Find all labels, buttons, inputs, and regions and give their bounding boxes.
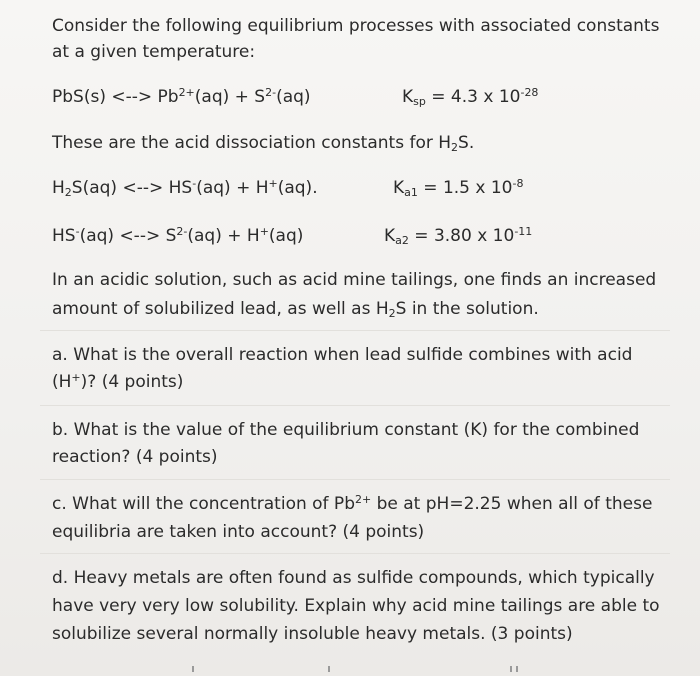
question-c-line-1 xyxy=(52,492,652,516)
eq2-suffix: (aq). xyxy=(277,178,318,198)
ka1-constant xyxy=(393,176,523,200)
eq1-s-charge: 2- xyxy=(265,86,277,99)
acid-intro-text: These are the acid dissociation constants for H xyxy=(52,133,452,153)
ka1-value: = 1.5 x 10 xyxy=(417,178,513,198)
eq1-suffix: (aq) xyxy=(276,87,311,107)
eq-pbs-dissolution xyxy=(52,85,311,109)
acid-intro-sub: 2 xyxy=(451,141,459,154)
eq1-mid: (aq) + S xyxy=(194,87,266,107)
acid-intro xyxy=(52,131,474,155)
context-line-2-prefix: amount of solubilized lead, as well as H xyxy=(52,299,389,319)
cropped-text-fragment xyxy=(40,664,660,672)
ka2-constant xyxy=(384,224,532,248)
eq3-s-charge: 2- xyxy=(176,225,188,238)
question-d-line-3: solubilize several normally insoluble heavy metals. (3 points) xyxy=(52,624,573,644)
intro-line-2: at a given temperature: xyxy=(52,42,256,62)
ksp-exp: -28 xyxy=(520,86,539,99)
eq2-h-sub: 2 xyxy=(64,186,72,199)
eq2-hs-charge: - xyxy=(192,177,197,190)
eq3-hs: HS xyxy=(52,226,76,246)
question-a-line-1: a. What is the overall reaction when lead sulfide combines with acid xyxy=(52,345,633,365)
eq1-pb-charge: 2+ xyxy=(178,86,195,99)
context-line-1: In an acidic solution, such as acid mine tailings, one finds an increased xyxy=(52,270,657,290)
context-line-2-sub: 2 xyxy=(388,307,396,320)
ka1-sub: a1 xyxy=(404,186,418,199)
context-line-2 xyxy=(52,297,539,321)
ka1-symbol: K xyxy=(393,178,405,198)
question-d-line-1: d. Heavy metals are often found as sulfide compounds, which typically xyxy=(52,568,655,588)
ka2-symbol: K xyxy=(384,226,396,246)
qa-line-2-suffix: )? (4 points) xyxy=(80,372,184,392)
eq3-mid2: (aq) + H xyxy=(187,226,260,246)
acid-intro-suffix: S. xyxy=(458,133,475,153)
divider xyxy=(40,405,670,406)
eq1-prefix: PbS(s) <--> Pb xyxy=(52,87,179,107)
eq-h2s-dissociation xyxy=(52,176,318,200)
qa-line-2-prefix: (H xyxy=(52,372,72,392)
ksp-value: = 4.3 x 10 xyxy=(425,87,521,107)
divider xyxy=(40,553,670,554)
eq3-hs-charge: - xyxy=(75,225,80,238)
context-line-2-suffix: S in the solution. xyxy=(395,299,539,319)
qc-line-1-prefix: c. What will the concentration of Pb xyxy=(52,494,355,514)
eq2-h-charge: + xyxy=(268,177,278,190)
ka2-exp: -11 xyxy=(514,225,533,238)
question-c-line-2: equilibria are taken into account? (4 points) xyxy=(52,522,425,542)
question-b-line-2: reaction? (4 points) xyxy=(52,447,218,467)
ksp-sub: sp xyxy=(413,95,426,108)
ka2-value: = 3.80 x 10 xyxy=(408,226,515,246)
qa-line-2-sup: + xyxy=(71,371,81,384)
question-b-line-1: b. What is the value of the equilibrium constant (K) for the combined xyxy=(52,420,640,440)
ksp-constant xyxy=(402,85,538,109)
eq2-mid: S(aq) <--> HS xyxy=(71,178,193,198)
intro-line-1: Consider the following equilibrium processes with associated constants xyxy=(52,16,660,36)
eq3-mid: (aq) <--> S xyxy=(79,226,177,246)
qc-line-1-suffix: be at pH=2.25 when all of these xyxy=(371,494,653,514)
eq-hs-dissociation xyxy=(52,224,303,248)
divider xyxy=(40,330,670,331)
ksp-symbol: K xyxy=(402,87,414,107)
divider xyxy=(40,479,670,480)
eq3-h-charge: + xyxy=(259,225,269,238)
ka2-sub: a2 xyxy=(395,234,409,247)
question-a-line-2 xyxy=(52,370,183,394)
eq3-suffix: (aq) xyxy=(268,226,304,246)
ka1-exp: -8 xyxy=(512,177,524,190)
qc-line-1-sup: 2+ xyxy=(354,493,372,506)
eq2-mid2: (aq) + H xyxy=(196,178,269,198)
eq2-h: H xyxy=(52,178,65,198)
question-d-line-2: have very very low solubility. Explain why acid mine tailings are able to xyxy=(52,596,660,616)
